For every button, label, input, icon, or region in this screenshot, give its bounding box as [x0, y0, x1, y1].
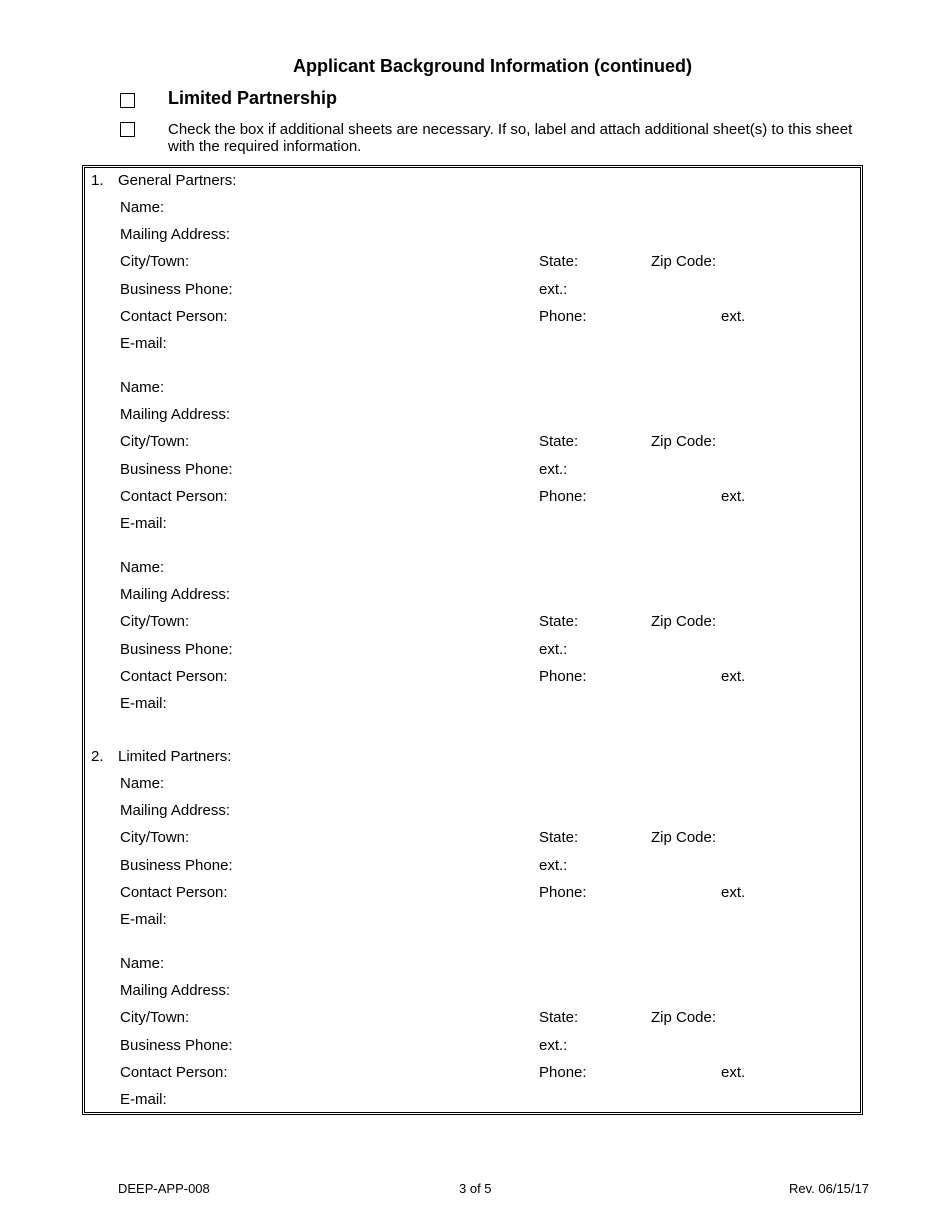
business-phone-label: Business Phone:	[120, 857, 233, 874]
business-ext-label: ext.:	[539, 857, 568, 874]
city-town-label: City/Town:	[120, 433, 190, 450]
state-label: State:	[539, 829, 579, 846]
contact-person-label: Contact Person:	[120, 488, 228, 505]
city-town-label: City/Town:	[120, 613, 190, 630]
business-ext-label: ext.:	[539, 461, 568, 478]
additional-sheets-note: Check the box if additional sheets are necessary. If so, label and attach additional sheet(s) to this sheet with the required information.	[168, 121, 853, 155]
contact-ext-label: ext.	[721, 1064, 746, 1081]
business-ext-label: ext.:	[539, 1037, 568, 1054]
name-label: Name:	[120, 559, 165, 576]
state-label: State:	[539, 253, 579, 270]
form-id: DEEP-APP-008	[118, 1181, 210, 1196]
contact-ext-label: ext.	[721, 884, 746, 901]
name-label: Name:	[120, 199, 165, 216]
entity-type-heading: Limited Partnership	[168, 88, 338, 108]
email-label: E-mail:	[120, 911, 167, 928]
state-label: State:	[539, 613, 579, 630]
email-label: E-mail:	[120, 335, 167, 352]
business-phone-label: Business Phone:	[120, 281, 233, 298]
contact-ext-label: ext.	[721, 308, 746, 325]
zip-code-label: Zip Code:	[651, 253, 717, 270]
limited-partnership-checkbox[interactable]	[120, 93, 135, 108]
business-ext-label: ext.:	[539, 281, 568, 298]
revision-date: Rev. 06/15/17	[789, 1181, 869, 1196]
contact-phone-label: Phone:	[539, 884, 587, 901]
section-heading: General Partners:	[118, 172, 237, 189]
page-title: Applicant Background Information (continued)	[293, 56, 692, 76]
email-label: E-mail:	[120, 695, 167, 712]
contact-phone-label: Phone:	[539, 1064, 587, 1081]
email-label: E-mail:	[120, 1091, 167, 1108]
contact-phone-label: Phone:	[539, 488, 587, 505]
city-town-label: City/Town:	[120, 1009, 190, 1026]
email-label: E-mail:	[120, 515, 167, 532]
contact-person-label: Contact Person:	[120, 668, 228, 685]
city-town-label: City/Town:	[120, 829, 190, 846]
name-label: Name:	[120, 379, 165, 396]
contact-ext-label: ext.	[721, 668, 746, 685]
section-heading: Limited Partners:	[118, 748, 232, 765]
section-number: 1.	[91, 172, 104, 189]
city-town-label: City/Town:	[120, 253, 190, 270]
contact-person-label: Contact Person:	[120, 308, 228, 325]
business-phone-label: Business Phone:	[120, 1037, 233, 1054]
zip-code-label: Zip Code:	[651, 613, 717, 630]
section-number: 2.	[91, 748, 104, 765]
contact-person-label: Contact Person:	[120, 1064, 228, 1081]
state-label: State:	[539, 1009, 579, 1026]
zip-code-label: Zip Code:	[651, 1009, 717, 1026]
mailing-address-label: Mailing Address:	[120, 586, 231, 603]
business-ext-label: ext.:	[539, 641, 568, 658]
mailing-address-label: Mailing Address:	[120, 982, 231, 999]
zip-code-label: Zip Code:	[651, 829, 717, 846]
mailing-address-label: Mailing Address:	[120, 406, 231, 423]
mailing-address-label: Mailing Address:	[120, 226, 231, 243]
mailing-address-label: Mailing Address:	[120, 802, 231, 819]
contact-ext-label: ext.	[721, 488, 746, 505]
name-label: Name:	[120, 775, 165, 792]
contact-phone-label: Phone:	[539, 668, 587, 685]
business-phone-label: Business Phone:	[120, 641, 233, 658]
additional-sheets-checkbox[interactable]	[120, 122, 135, 137]
page-number: 3 of 5	[459, 1181, 492, 1196]
zip-code-label: Zip Code:	[651, 433, 717, 450]
business-phone-label: Business Phone:	[120, 461, 233, 478]
name-label: Name:	[120, 955, 165, 972]
state-label: State:	[539, 433, 579, 450]
contact-person-label: Contact Person:	[120, 884, 228, 901]
contact-phone-label: Phone:	[539, 308, 587, 325]
